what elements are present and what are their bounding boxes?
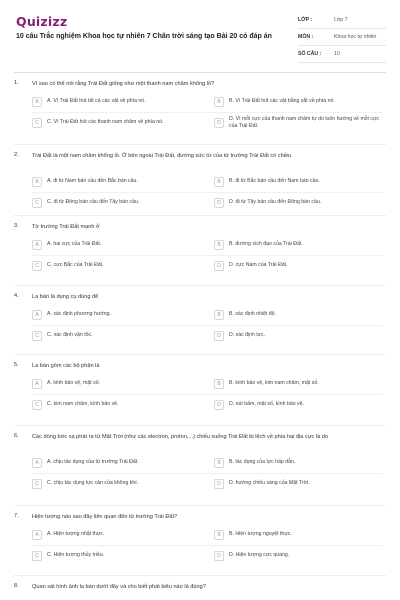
option-letter-badge: B [214,310,224,320]
option-row-divider [32,545,382,546]
option-letter-badge: D [214,551,224,561]
question-divider [14,425,386,426]
option-letter-badge: A [32,177,42,187]
meta-value: Lớp 7 [334,17,348,23]
answer-option-a[interactable] [32,376,207,391]
option-letter-badge: C [32,198,42,208]
answer-option-c[interactable] [32,548,207,563]
option-text: A. chịu tác dụng của từ trường Trái Đất. [47,459,139,466]
option-text: C. kim nam châm, kính bảo vệ. [47,401,119,408]
answer-option-d[interactable] [214,476,384,491]
option-text: C. đi từ Đông bán cầu đến Tây bán cầu. [47,199,140,206]
answer-option-d[interactable] [214,548,384,563]
option-row-divider [32,473,382,474]
question-number: 3. [14,223,19,229]
option-letter-badge: B [214,240,224,250]
answer-option-b[interactable] [214,376,384,391]
option-letter-badge: A [32,240,42,250]
meta-key: MÔN : [298,34,314,40]
meta-value: Khoa học tự nhiên [334,34,377,40]
question-number: 4. [14,293,19,299]
question-text: Quan sát hình ảnh la bàn dưới đây và cho biết phát biểu nào là đúng? [32,584,206,590]
option-row-divider [32,394,382,395]
option-text: B. Vì Trái Đất hút các vật bằng sắt về phía nó. [229,98,335,105]
option-letter-badge: C [32,400,42,410]
option-letter-badge: A [32,458,42,468]
option-letter-badge: B [214,177,224,187]
option-text: D. Hiện tượng cực quang. [229,552,290,559]
option-letter-badge: D [214,118,224,128]
answer-option-c[interactable] [32,328,207,343]
answer-option-b[interactable] [214,237,384,252]
question-number: 6. [14,433,19,439]
answer-option-d[interactable] [214,397,384,412]
answer-option-b[interactable] [214,307,384,322]
option-text: B. tác dụng của lực hấp dẫn. [229,459,296,466]
option-text: D. nút bấm, mặt số, kính bảo vệ. [229,401,304,408]
option-letter-badge: A [32,310,42,320]
option-letter-badge: D [214,198,224,208]
meta-row-subject [298,29,386,46]
answer-option-d[interactable] [214,258,384,273]
option-letter-badge: D [214,400,224,410]
question-text: Hiện tượng nào sau đây liên quan đến từ trường Trái Đất? [32,514,178,520]
answer-option-b[interactable] [214,174,384,189]
question-number: 1. [14,80,19,86]
question-number: 5. [14,362,19,368]
option-letter-badge: C [32,261,42,271]
answer-option-a[interactable] [32,307,207,322]
option-text: B. xác định nhiệt độ. [229,311,277,318]
header-divider [14,72,386,73]
answer-option-d[interactable] [214,115,384,130]
page-title: 10 câu Trắc nghiệm Khoa học tự nhiên 7 Chân trời sáng tạo Bài 20 có đáp án [16,33,272,40]
answer-option-c[interactable] [32,195,207,210]
question-text: Trái Đất là một nam châm khổng lồ. Ở bên ngoài Trái Đất, đường sức từ của từ trường Trái Đất có chiều [32,153,292,159]
option-letter-badge: B [214,530,224,540]
question-divider [14,505,386,506]
question-number: 2. [14,152,19,158]
option-text: A. kính bảo vệ, mặt số. [47,380,101,387]
option-text: B. Hiện tượng nguyệt thực. [229,531,292,538]
answer-option-b[interactable] [214,94,384,109]
question-text: La bàn gồm các bộ phận là [32,363,100,369]
option-text: B. kính bảo vệ, kim nam châm, mặt số. [229,380,319,387]
answer-option-d[interactable] [214,195,384,210]
option-text: C. cực Bắc của Trái Đất. [47,262,104,269]
option-row-divider [32,192,382,193]
option-row-divider [32,255,382,256]
answer-option-a[interactable] [32,174,207,189]
question-divider [14,285,386,286]
option-letter-badge: C [32,118,42,128]
answer-option-b[interactable] [214,455,384,470]
question-divider [14,215,386,216]
option-text: A. Hiện tượng nhật thực. [47,531,105,538]
question-text: Các dòng bức xạ phát ra từ Mặt Trời (như các electron, proton,...) chiếu xuống Trái Đất bị lệch về phía hai địa cực là do [32,434,328,440]
option-text: C. Hiện tượng thủy triều. [47,552,105,559]
option-letter-badge: A [32,379,42,389]
answer-option-c[interactable] [32,397,207,412]
meta-key: LỚP : [298,17,313,23]
answer-option-c[interactable] [32,258,207,273]
question-divider [14,575,386,576]
answer-option-a[interactable] [32,94,207,109]
option-letter-badge: D [214,261,224,271]
option-text: C. Vì Trái Đất hút các thanh nam châm về phía nó. [47,119,164,126]
option-row-divider [32,325,382,326]
option-letter-badge: D [214,331,224,341]
option-row-divider [32,112,382,113]
option-text: D. cực Nam của Trái Đất. [229,262,288,269]
answer-option-a[interactable] [32,237,207,252]
question-number: 8. [14,583,19,589]
option-text: A. đi từ Nam bán cầu đến Bắc bán cầu. [47,178,138,185]
question-text: La bàn là dụng cụ dùng để [32,294,99,300]
answer-option-b[interactable] [214,527,384,542]
question-number: 7. [14,513,19,519]
option-text: A. xác định phương hướng. [47,311,111,318]
answer-option-a[interactable] [32,527,207,542]
option-letter-badge: A [32,530,42,540]
option-letter-badge: C [32,551,42,561]
question-divider [14,354,386,355]
option-text: D. Vì mỗi cực của thanh nam châm tự do luôn hướng về mỗi cực của Trái Đất. [229,115,379,129]
option-letter-badge: D [214,479,224,489]
meta-key: SỐ CÂU : [298,51,322,57]
option-text: D. xác định lực. [229,332,266,339]
option-text: D. hướng chiếu sáng của Mặt Trời. [229,480,310,487]
question-text: Vì sao có thể nói rằng Trái Đất giống như một thanh nam châm khổng lồ? [32,81,215,87]
meta-row-count [298,46,386,63]
meta-table [298,12,386,63]
meta-row-class [298,12,386,29]
answer-option-c[interactable] [32,115,207,130]
option-letter-badge: B [214,379,224,389]
option-text: C. xác định vận tốc. [47,332,93,339]
option-letter-badge: B [214,458,224,468]
option-text: A. Vì Trái Đất hút tất cả các vật về phía nó. [47,98,146,105]
quizizz-logo: Quizizz [16,14,68,29]
option-text: D. đi từ Tây bán cầu đến Đông bán cầu. [229,199,322,206]
question-divider [14,144,386,145]
option-text: B. đường xích đạo của Trái Đất. [229,241,303,248]
answer-option-c[interactable] [32,476,207,491]
question-text: Từ trường Trái Đất mạnh ở [32,224,100,230]
option-letter-badge: B [214,97,224,107]
answer-option-a[interactable] [32,455,207,470]
option-letter-badge: C [32,479,42,489]
option-text: B. đi từ Bắc bán cầu đến Nam bán cầu. [229,178,320,185]
meta-value: 10 [334,51,340,57]
answer-option-d[interactable] [214,328,384,343]
option-text: A. hai cực của Trái Đất. [47,241,102,248]
option-letter-badge: A [32,97,42,107]
option-letter-badge: C [32,331,42,341]
option-text: C. chịu tác dụng lực cản của không khí. [47,480,139,487]
